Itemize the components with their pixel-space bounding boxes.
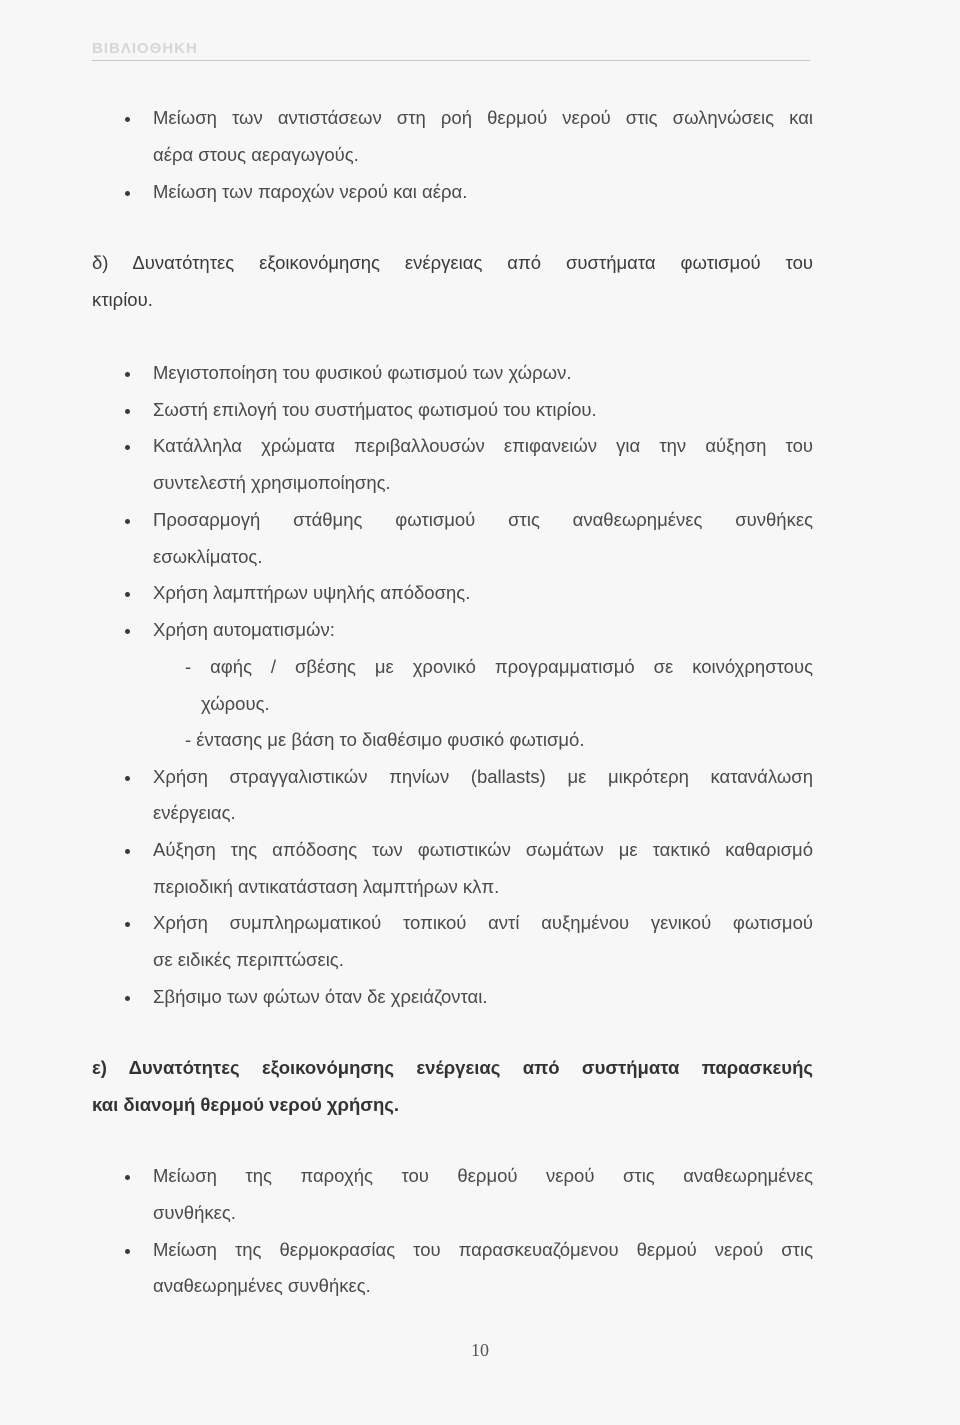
- list-item-line: Προσαρμογή στάθμης φωτισμού στις αναθεωρημένες συνθήκες: [153, 509, 813, 530]
- bullet-icon: [125, 372, 130, 377]
- section-heading: δ) Δυνατότητες εξοικονόμησης ενέργειας από συστήματα φωτισμού του: [92, 252, 813, 273]
- bullet-icon: [125, 1249, 130, 1254]
- list-item-line: Μείωση των παροχών νερού και αέρα.: [153, 181, 468, 202]
- list-item-line: Μείωση της παροχής του θερμού νερού στις αναθεωρημένες: [153, 1165, 813, 1186]
- list-item-line: Χρήση λαμπτήρων υψηλής απόδοσης.: [153, 582, 471, 603]
- list-item-line: Μεγιστοποίηση του φυσικού φωτισμού των χώρων.: [153, 362, 572, 383]
- bullet-icon: [125, 117, 130, 122]
- list-item-line: αέρα στους αεραγωγούς.: [153, 144, 359, 165]
- list-item-line: αναθεωρημένες συνθήκες.: [153, 1275, 371, 1296]
- list-item-line: Χρήση αυτοματισμών:: [153, 619, 335, 640]
- list-item-line: Μείωση των αντιστάσεων στη ροή θερμού νερού στις σωληνώσεις και: [153, 107, 813, 128]
- bullet-icon: [125, 191, 130, 196]
- list-item-line: σε ειδικές περιπτώσεις.: [153, 949, 344, 970]
- list-item-line: Σωστή επιλογή του συστήματος φωτισμού του κτιρίου.: [153, 399, 597, 420]
- bullet-icon: [125, 996, 130, 1001]
- list-item-line: Χρήση συμπληρωματικού τοπικού αντί αυξημένου γενικού φωτισμού: [153, 912, 813, 933]
- list-item-line: εσωκλίματος.: [153, 546, 263, 567]
- list-item-line: συνθήκες.: [153, 1202, 236, 1223]
- list-item-line: Αύξηση της απόδοσης των φωτιστικών σωμάτων με τακτικό καθαρισμό: [153, 839, 813, 860]
- bullet-icon: [125, 409, 130, 414]
- bullet-icon: [125, 922, 130, 927]
- bullet-icon: [125, 776, 130, 781]
- list-item-line: περιοδική αντικατάσταση λαμπτήρων κλπ.: [153, 876, 500, 897]
- list-item-line: Χρήση στραγγαλιστικών πηνίων (ballasts) με μικρότερη κατανάλωση: [153, 766, 813, 787]
- list-item-line: ενέργειας.: [153, 802, 236, 823]
- bullet-icon: [125, 849, 130, 854]
- bullet-icon: [125, 445, 130, 450]
- bullet-icon: [125, 519, 130, 524]
- bullet-icon: [125, 629, 130, 634]
- list-item-line: συντελεστή χρησιμοποίησης.: [153, 472, 391, 493]
- sub-item-line: χώρους.: [201, 693, 270, 714]
- page-number: 10: [471, 1340, 489, 1360]
- list-item-line: Μείωση της θερμοκρασίας του παρασκευαζόμενου θερμού νερού στις: [153, 1239, 813, 1260]
- section-heading: και διανομή θερμού νερού χρήσης.: [92, 1094, 400, 1115]
- library-stamp: ΒΙΒΛΙΟΘΗΚΗ: [92, 40, 198, 57]
- bullet-icon: [125, 592, 130, 597]
- sub-item-line: - έντασης με βάση το διαθέσιμο φυσικό φωτισμό.: [185, 729, 585, 750]
- section-heading: κτιρίου.: [92, 289, 153, 310]
- header-rule: [92, 60, 810, 61]
- sub-item-line: - αφής / σβέσης με χρονικό προγραμματισμό σε κοινόχρηστους: [185, 656, 813, 677]
- bullet-icon: [125, 1175, 130, 1180]
- list-item-line: Σβήσιμο των φώτων όταν δε χρειάζονται.: [153, 986, 488, 1007]
- section-heading: ε) Δυνατότητες εξοικονόμησης ενέργειας από συστήματα παρασκευής: [92, 1057, 813, 1078]
- list-item-line: Κατάλληλα χρώματα περιβαλλουσών επιφανειών για την αύξηση του: [153, 435, 813, 456]
